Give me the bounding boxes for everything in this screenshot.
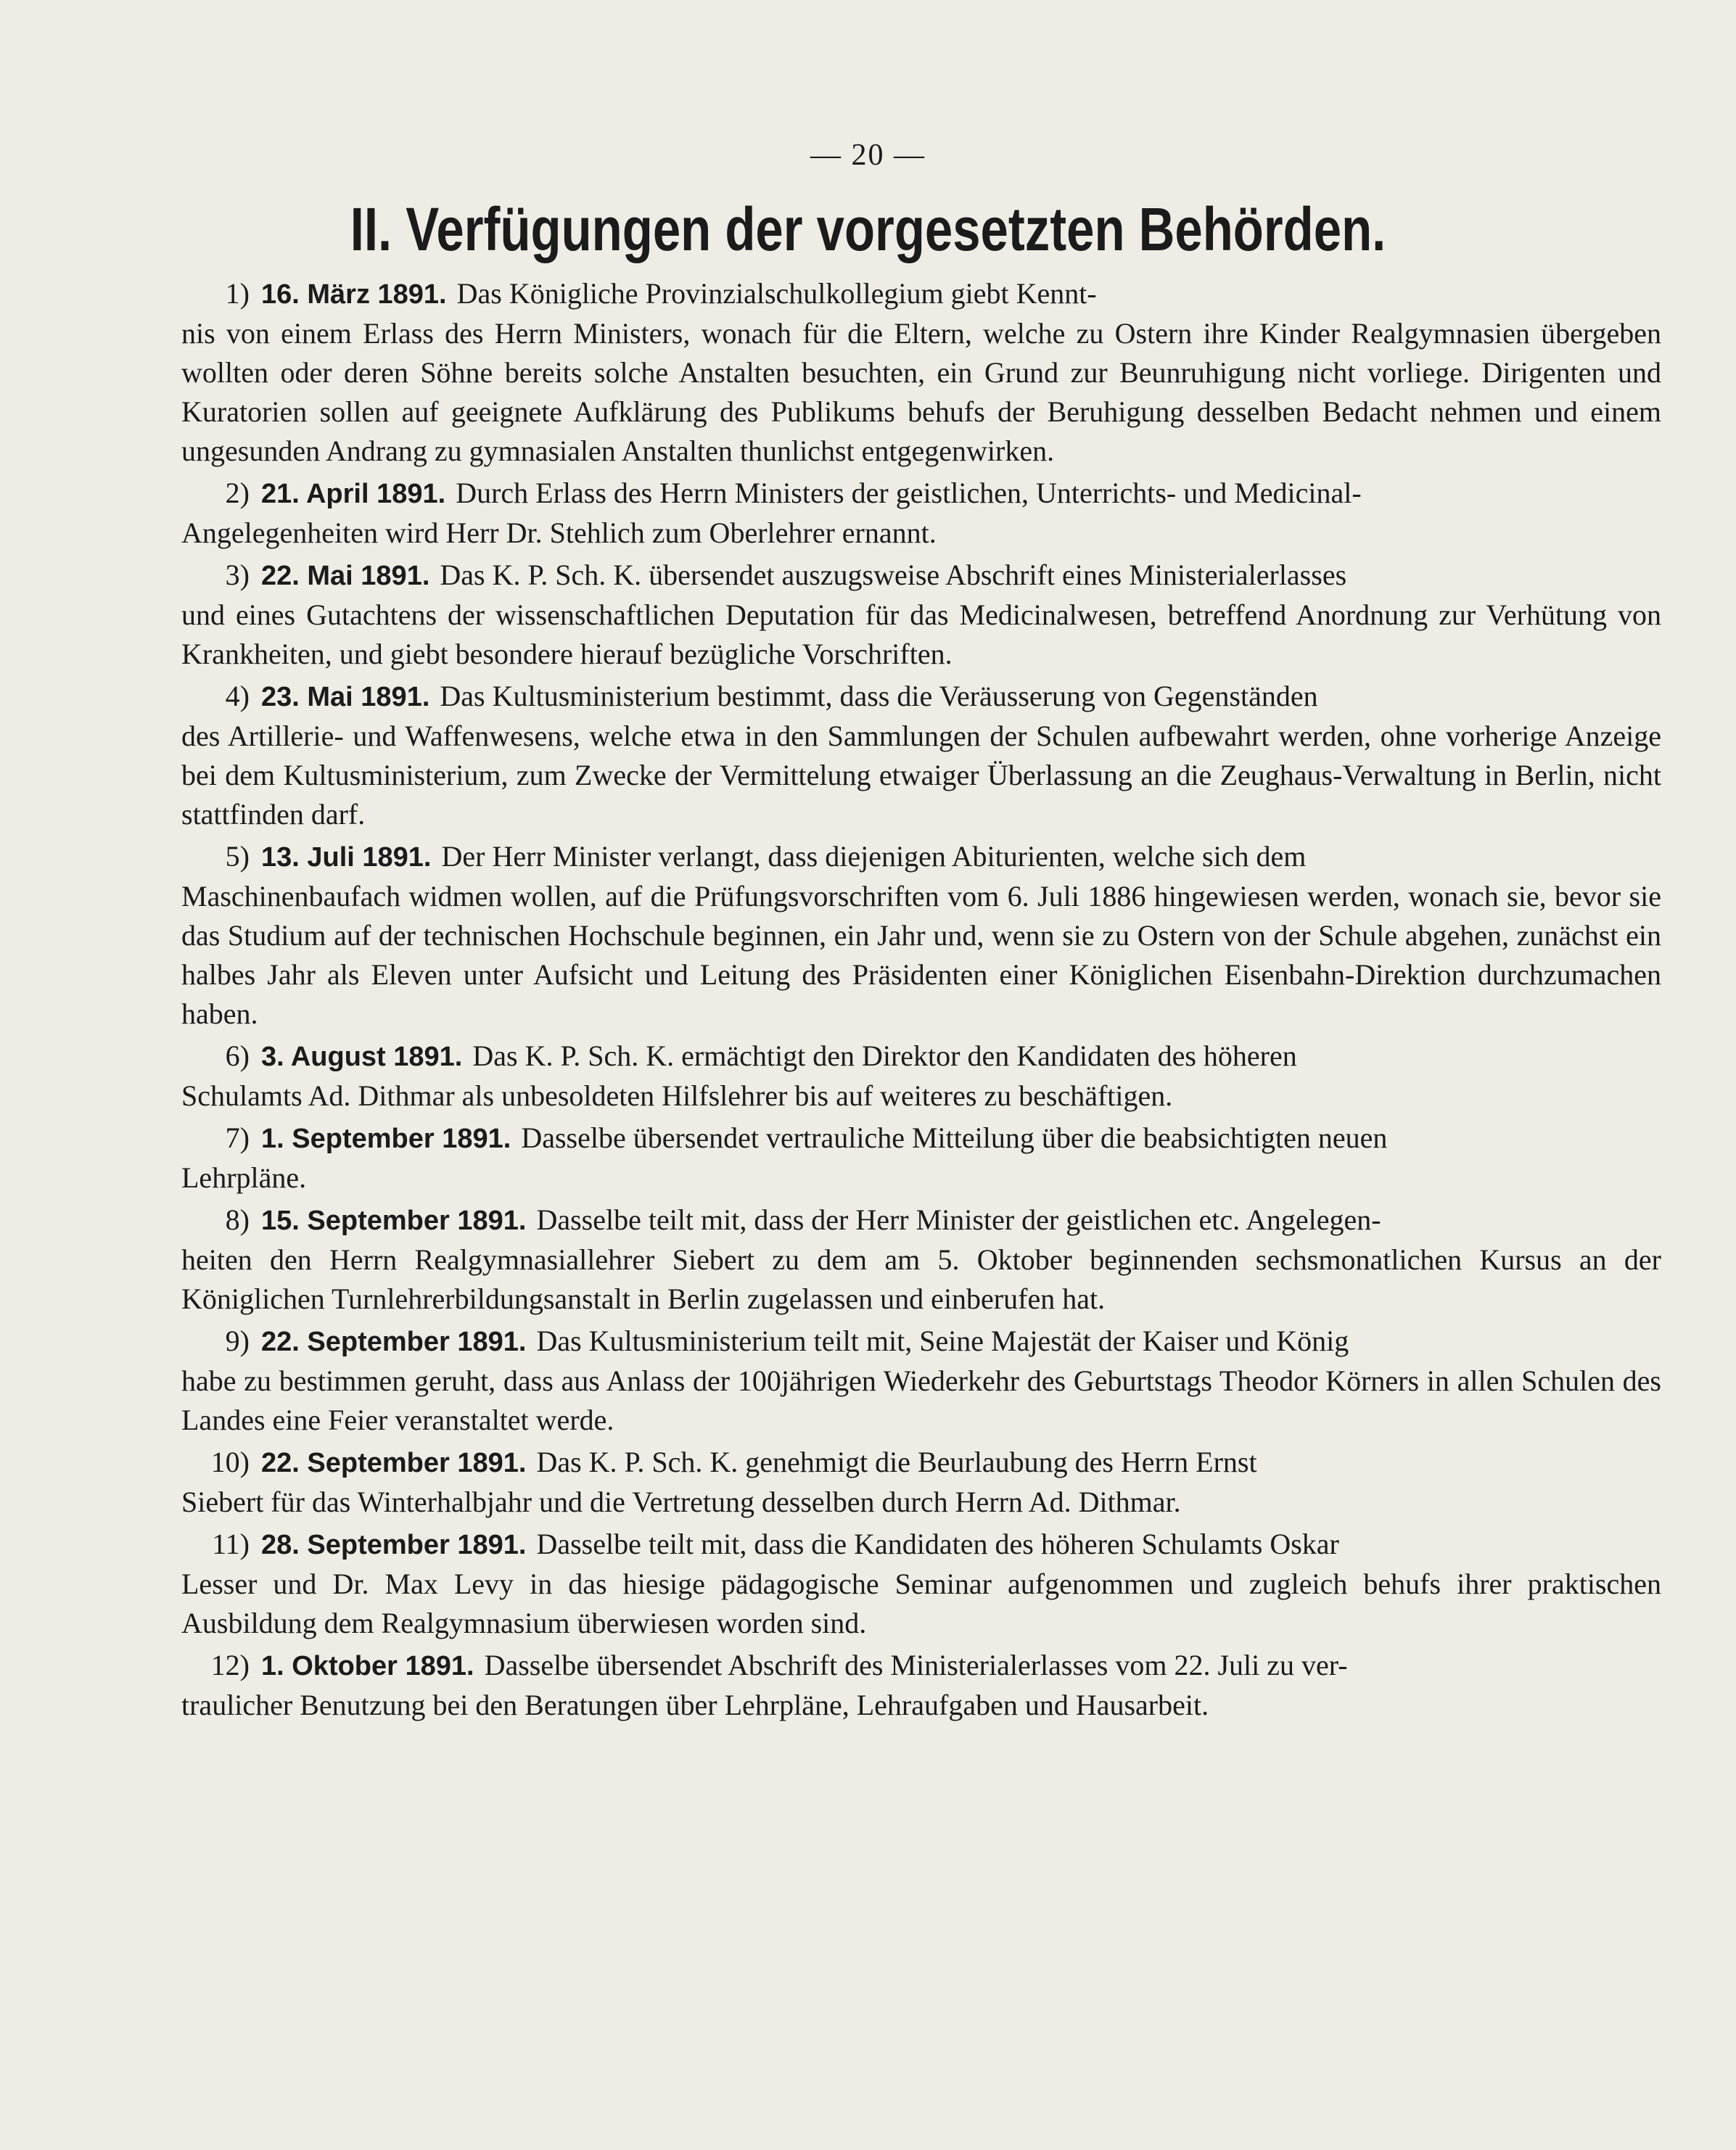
entry-date: 3. August 1891. xyxy=(261,1042,463,1072)
entry-date: 1. Oktober 1891. xyxy=(261,1651,474,1681)
entry-date: 23. Mai 1891. xyxy=(261,682,430,712)
entry-date: 15. September 1891. xyxy=(261,1206,527,1236)
entry-2 xyxy=(181,474,1657,553)
entry-text-first: Das K. P. Sch. K. übersendet auszugsweise Abschrift eines Ministerialerlasses xyxy=(440,559,1347,591)
entry-number: 7) xyxy=(225,1121,250,1154)
entry-text-rest: des Artillerie- und Waffenwesens, welche etwa in den Sammlungen der Schulen aufbewahrt werden, ohne vorherige Anzeige bei dem Kultusministerium, zum Zwecke der Vermittelung etwaiger Überlassung an die Zeughaus-Verwaltung in Berlin, nicht stattfinden darf. xyxy=(181,720,1661,831)
entry-text-rest: Schulamts Ad. Dithmar als unbesoldeten Hilfslehrer bis auf weiteres zu beschäftigen. xyxy=(181,1079,1173,1112)
entry-date: 28. September 1891. xyxy=(261,1530,527,1560)
entry-number: 10) xyxy=(210,1446,250,1478)
entry-number: 11) xyxy=(212,1528,250,1560)
entry-date: 22. September 1891. xyxy=(261,1448,527,1478)
entry-text-rest: und eines Gutachtens der wissenschaftlichen Deputation für das Medicinalwesen, betreffend Anordnung zur Verhütung von Krankheiten, und giebt besondere hierauf bezügliche Vorschriften. xyxy=(181,598,1661,670)
entry-text-rest: habe zu bestimmen geruht, dass aus Anlass der 100jährigen Wiederkehr des Geburtstags Theodor Körners in allen Schulen des Landes eine Feier veranstaltet werde. xyxy=(181,1364,1661,1436)
entry-9 xyxy=(181,1322,1661,1440)
entry-text-rest: Angelegenheiten wird Herr Dr. Stehlich zum Oberlehrer ernannt. xyxy=(181,516,937,549)
entry-number: 9) xyxy=(225,1325,250,1357)
entry-12 xyxy=(181,1646,1657,1725)
entry-text-first: Dasselbe übersendet vertrauliche Mitteilung über die beabsichtigten neuen xyxy=(521,1121,1388,1154)
entry-1 xyxy=(181,274,1661,471)
entry-8 xyxy=(181,1200,1661,1319)
entry-number: 6) xyxy=(225,1039,250,1072)
entry-text-first: Das K. P. Sch. K. ermächtigt den Direktor den Kandidaten des höheren xyxy=(472,1039,1297,1072)
entry-number: 2) xyxy=(225,477,250,509)
entry-3 xyxy=(181,556,1661,674)
entry-text-rest: traulicher Benutzung bei den Beratungen über Lehrpläne, Lehraufgaben und Hausarbeit. xyxy=(181,1689,1209,1721)
entry-text-first: Das Kultusministerium bestimmt, dass die Veräusserung von Gegenständen xyxy=(440,680,1318,712)
entry-date: 22. Mai 1891. xyxy=(261,561,430,591)
entry-10 xyxy=(181,1443,1657,1522)
entry-date: 1. September 1891. xyxy=(261,1124,511,1154)
entry-text-first: Das Königliche Provinzialschulkollegium giebt Kennt- xyxy=(456,277,1097,310)
entry-number: 5) xyxy=(225,840,250,873)
entry-text-rest: Lesser und Dr. Max Levy in das hiesige pädagogische Seminar aufgenommen und zugleich behufs ihrer praktischen Ausbildung dem Realgymnasium überwiesen worden sind. xyxy=(181,1568,1661,1639)
entry-text-rest: Siebert für das Winterhalbjahr und die Vertretung desselben durch Herrn Ad. Dithmar. xyxy=(181,1486,1181,1518)
entry-text-first: Dasselbe teilt mit, dass die Kandidaten des höheren Schulamts Oskar xyxy=(536,1528,1339,1560)
entry-7 xyxy=(181,1119,1657,1198)
entry-number: 3) xyxy=(225,559,250,591)
entry-5 xyxy=(181,837,1661,1034)
section-heading: II. Verfügungen der vorgesetzten Behörden. xyxy=(350,195,1386,263)
entry-text-first: Dasselbe teilt mit, dass der Herr Minister der geistlichen etc. Angelegen- xyxy=(536,1203,1381,1236)
page-number: — 20 — xyxy=(810,139,926,172)
entry-text-first: Der Herr Minister verlangt, dass diejenigen Abiturienten, welche sich dem xyxy=(441,840,1307,873)
entry-text-first: Dasselbe übersendet Abschrift des Ministerialerlasses vom 22. Juli zu ver- xyxy=(484,1649,1348,1681)
entry-number: 12) xyxy=(210,1649,250,1681)
entry-date: 22. September 1891. xyxy=(261,1327,527,1357)
entry-4 xyxy=(181,677,1661,834)
entry-number: 8) xyxy=(225,1203,250,1236)
entry-number: 4) xyxy=(225,680,250,712)
entry-text-rest: Maschinenbaufach widmen wollen, auf die Prüfungsvorschriften vom 6. Juli 1886 hingewiesen werden, wonach sie, bevor sie das Studium auf der technischen Hochschule beginnen, ein Jahr und, wenn sie zu Ostern von der Schule abgehen, zunächst ein halbes Jahr als Eleven unter Aufsicht und Leitung des Präsidenten einer Königlichen Eisenbahn-Direktion durchzumachen haben. xyxy=(181,880,1661,1030)
entry-text-first: Das Kultusministerium teilt mit, Seine Majestät der Kaiser und König xyxy=(536,1325,1349,1357)
entry-number: 1) xyxy=(225,277,250,310)
entry-11 xyxy=(181,1525,1661,1643)
entry-text-rest: nis von einem Erlass des Herrn Ministers, wonach für die Eltern, welche zu Ostern ihre Kinder Realgymnasien übergeben wollten oder deren Söhne bereits solche Anstalten besuchten, ein Grund zur Beunruhigung nicht vorliege. Dirigenten und Kuratorien sollen auf geeignete Aufklärung des Publikums behufs der Beruhigung desselben Bedacht nehmen und einem ungesunden Andrang zu gymnasialen Anstalten thunlichst entgegenwirken. xyxy=(181,317,1661,467)
entry-date: 16. März 1891. xyxy=(261,279,447,310)
entry-text-rest: Lehrpläne. xyxy=(181,1161,307,1194)
entry-text-first: Durch Erlass des Herrn Ministers der geistlichen, Unterrichts- und Medicinal- xyxy=(456,477,1362,509)
entry-list xyxy=(181,274,1661,1728)
entry-text-rest: heiten den Herrn Realgymnasiallehrer Siebert zu dem am 5. Oktober beginnenden sechsmonatlichen Kursus an der Königlichen Turnlehrerbildungsanstalt in Berlin zugelassen und einberufen hat. xyxy=(181,1243,1661,1315)
entry-text-first: Das K. P. Sch. K. genehmigt die Beurlaubung des Herrn Ernst xyxy=(536,1446,1257,1478)
entry-6 xyxy=(181,1037,1657,1116)
entry-date: 13. Juli 1891. xyxy=(261,842,432,873)
entry-date: 21. April 1891. xyxy=(261,479,446,509)
